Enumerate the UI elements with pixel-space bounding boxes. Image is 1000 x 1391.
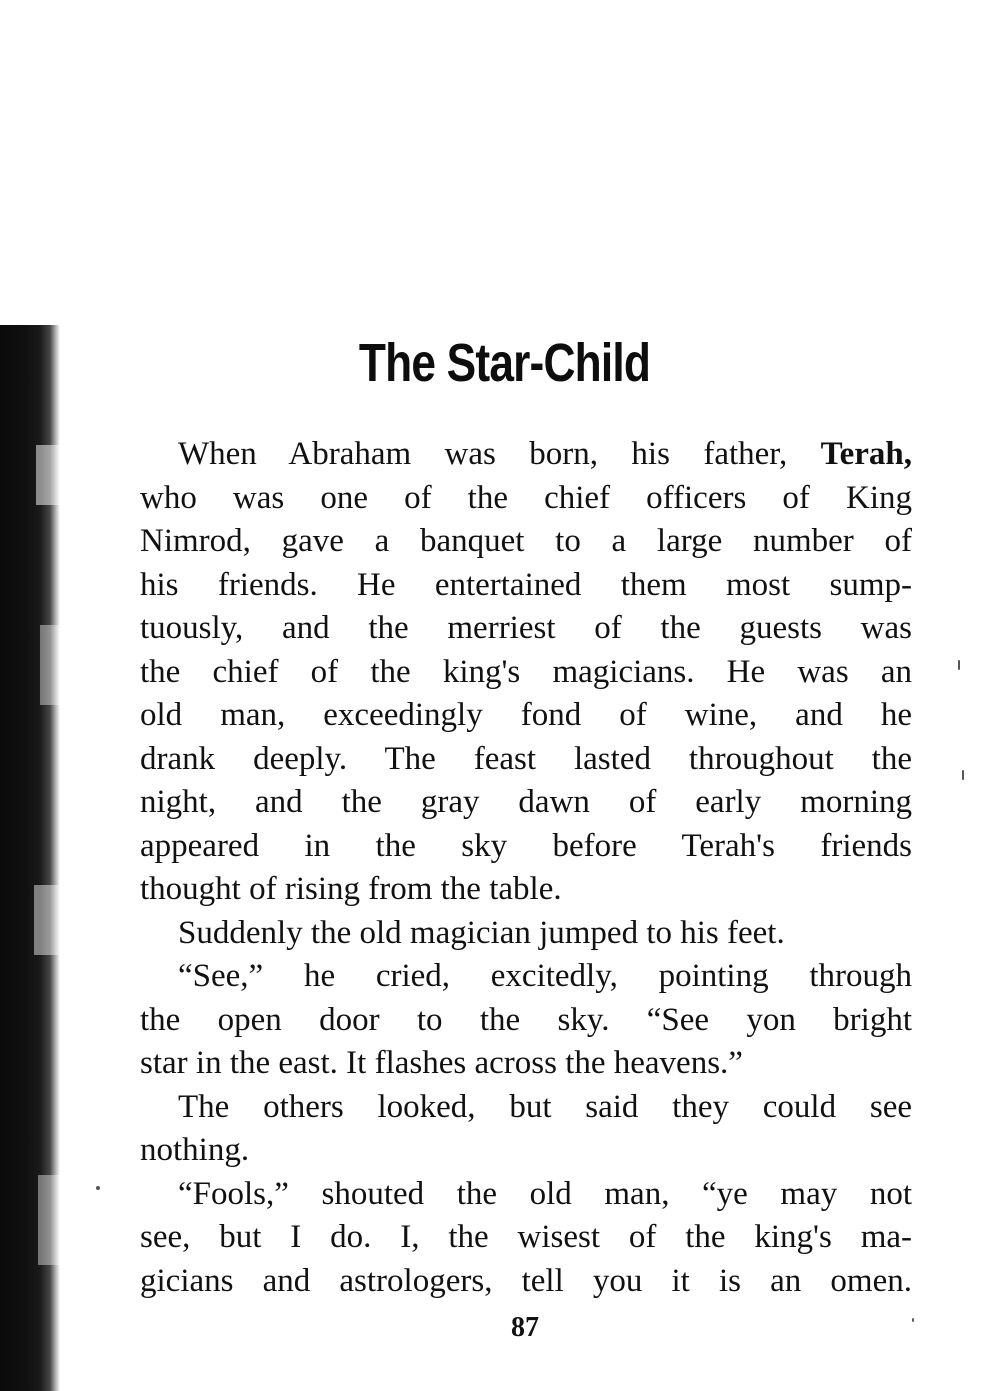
text-line: When Abraham was born, his father, Terah, (178, 436, 912, 472)
text-line: nothing. (140, 1132, 250, 1168)
body-text (140, 433, 912, 1303)
text-line: thought of rising from the table. (140, 871, 562, 907)
text-line: The others looked, but said they could see (178, 1088, 912, 1125)
text-line: see, but I do. I, the wisest of the king's ma- (140, 1219, 912, 1255)
text-line: drank deeply. The feast lasted throughout the (140, 740, 912, 777)
text-line: night, and the gray dawn of early morning (140, 784, 912, 820)
text-line: star in the east. It flashes across the heavens.” (140, 1045, 743, 1081)
emphasized-name: Terah, (820, 436, 912, 472)
text-line: Nimrod, gave a banquet to a large number of (140, 523, 912, 559)
text-line: appeared in the sky before Terah's friends (140, 827, 912, 864)
text-line: his friends. He entertained them most sump- (140, 566, 912, 603)
text-line: the open door to the sky. “See yon bright (140, 1001, 912, 1038)
text-line: the chief of the king's magicians. He was an (140, 653, 912, 690)
text-line: Suddenly the old magician jumped to his feet. (178, 914, 785, 951)
scan-speck (912, 1318, 914, 1322)
scan-speck (962, 770, 964, 780)
scan-speck (958, 660, 960, 670)
text-line: who was one of the chief officers of King (140, 479, 912, 516)
text-line: tuously, and the merriest of the guests was (140, 610, 912, 646)
chapter-title: The Star-Child (358, 333, 651, 393)
text-line: “Fools,” shouted the old man, “ye may not (178, 1175, 912, 1212)
page-number: 87 (511, 1312, 539, 1343)
scan-speck (96, 1186, 100, 1190)
text-line: gicians and astrologers, tell you it is an omen. (140, 1262, 912, 1299)
text-line: “See,” he cried, excitedly, pointing through (178, 958, 912, 994)
scanned-binding-edge (0, 325, 60, 1391)
text-line: old man, exceedingly fond of wine, and he (140, 697, 912, 733)
